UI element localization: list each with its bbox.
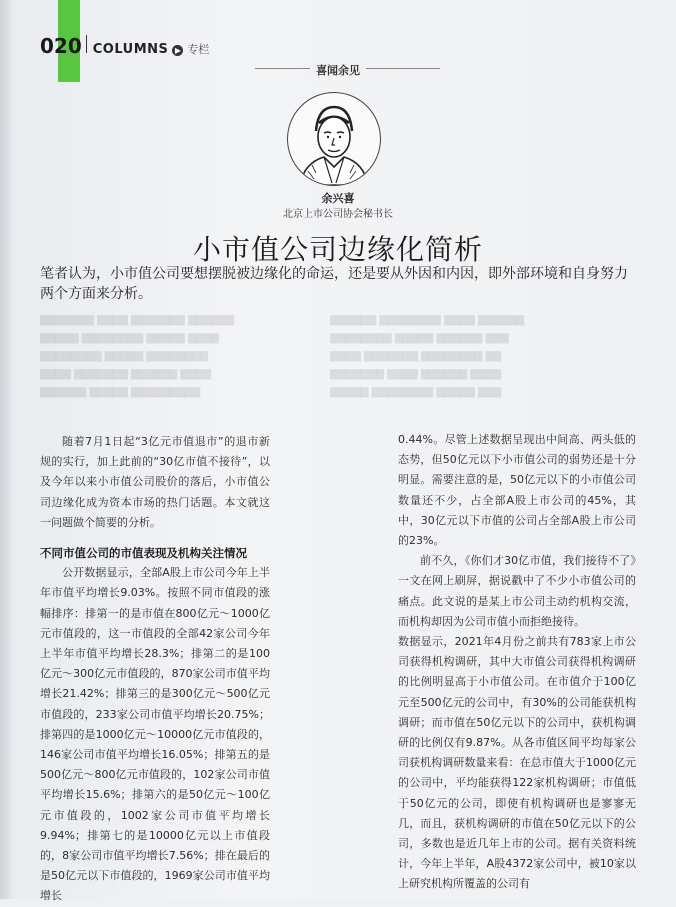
right-text-column	[398, 430, 636, 895]
author-title: 北京上市公司协会秘书长	[283, 209, 393, 220]
continuation-paragraph: 0.44%。尽管上述数据呈现出中间高、两头低的态势，但50亿元以下小市值公司的弱势还是十分明显。需要注意的是，50亿元以下的小市值公司数量还不少，占全部A股上市公司的45%，其中，30亿元以下市值的公司占全部A股上市公司的23%。	[398, 433, 636, 548]
author-sketch-icon	[288, 93, 380, 185]
section-label-zh: 专栏	[187, 43, 210, 56]
header-divider	[86, 35, 87, 53]
author-portrait	[287, 92, 381, 186]
article-lead: 笔者认为，小市值公司要想摆脱被边缘化的命运，还是要从外因和内因，即外部环境和自身努力两个方面来分析。	[40, 266, 628, 302]
play-arrow-icon: ▶	[172, 45, 183, 56]
intro-paragraph: 随着7月1日起“3亿元市值退市”的退市新规的实行，加上此前的“30亿市值不接待”，以及今年以来小市值公司股价的落后，小市值公司边缘化成为资本市场的热门话题。本文就这一问题做个简要的分析。	[40, 435, 270, 529]
body-paragraph: 公开数据显示，全部A股上市公司今年上半年市值平均增长9.03%。按照不同市值段的涨幅排序：排第一的是市值在800亿元～1000亿元市值段的，这一市值段的全部42家公司今年上半年市值平均增长28.3%；排第二的是100亿元～300亿元市值段的，870家公司市值平均增长21.42%；排第三的是300亿元～500亿元市值段的，233家公司市值平均增长20.75%；排第四的是1000亿元～10000亿元市值段的，146家公司市值平均增长16.05%；排第五的是500亿元～800亿元市值段的，102家公司市值平均增长15.6%；排第六的是50亿元～100亿元市值段的，1002家公司市值平均增长9.94%；排第七的是10000亿元以上市值段的，8家公司市值平均增长7.56%；排在最后的是50亿元以下市值段的，1969家公司市值平均增长	[40, 566, 270, 903]
page-number: 020	[40, 34, 82, 58]
left-text-column	[40, 432, 270, 907]
author-name: 余兴喜	[321, 192, 355, 205]
section-heading: 不同市值公司的市值表现及机构关注情况	[40, 546, 247, 561]
section-label-en: COLUMNS	[92, 42, 169, 57]
show-through-text-right: ▇▇▇▇▇▇ ▇▇▇▇▇▇▇▇ ▇▇▇▇ ▇▇▇▇▇▇ ▇▇▇▇▇▇▇▇ ▇▇▇▇▇ ▇▇▇▇▇▇ ▇▇▇ ▇▇▇▇ ▇▇▇▇▇▇▇ ▇▇▇▇▇▇▇▇ ▇▇ ▇▇▇▇▇▇▇ ▇▇▇▇ ▇▇▇▇▇▇ ▇▇▇▇ ▇▇▇▇▇ ▇▇▇▇▇▇▇▇ ▇▇▇▇▇ ▇▇▇	[330, 315, 525, 398]
body-paragraph: 前不久，《你们才30亿市值，我们接待不了》一文在网上刷屏，据说戳中了不少小市值公司的痛点。此文说的是某上市公司主动约机构交流，而机构却因为公司市值小而拒绝接待。	[398, 554, 636, 628]
show-through-text-left: ▇▇▇▇▇▇▇ ▇▇▇▇ ▇▇▇▇▇▇▇ ▇▇▇▇▇▇ ▇▇▇▇▇ ▇▇▇▇▇▇▇▇ ▇▇▇▇▇ ▇▇▇▇ ▇▇▇▇▇▇▇▇ ▇▇▇▇▇ ▇▇▇▇▇▇▇▇ ▇▇▇▇ ▇▇▇▇▇▇▇ ▇▇▇▇▇▇ ▇▇▇▇ ▇▇▇▇▇▇ ▇▇▇▇▇ ▇▇▇▇▇▇▇▇▇	[40, 315, 235, 398]
page-header	[40, 34, 209, 58]
article-title: 小市值公司边缘化简析	[192, 233, 483, 266]
body-paragraph: 数据显示，2021年4月份之前共有783家上市公司获得机构调研，其中大市值公司获得机构调研的比例明显高于小市值公司。在市值介于100亿元至500亿元的公司中，有30%的公司能获机构调研；而市值在50亿元以下的公司中，获机构调研的比例仅有9.87%。从各市值区间平均每家公司获机构调研数量来看：在总市值大于1000亿元的公司中，平均能获得122家机构调研；市值低于50亿元的公司，即使有机构调研也是寥寥无几，而且，获机构调研的市值在50亿元以下的公司，多数也是近几年上市的公司。据有关资料统计，今年上半年，A股4372家公司中，被10家以上研究机构所覆盖的公司有	[398, 635, 636, 891]
column-name: 喜闻余见	[0, 62, 676, 78]
page-gutter-shadow	[0, 0, 14, 899]
